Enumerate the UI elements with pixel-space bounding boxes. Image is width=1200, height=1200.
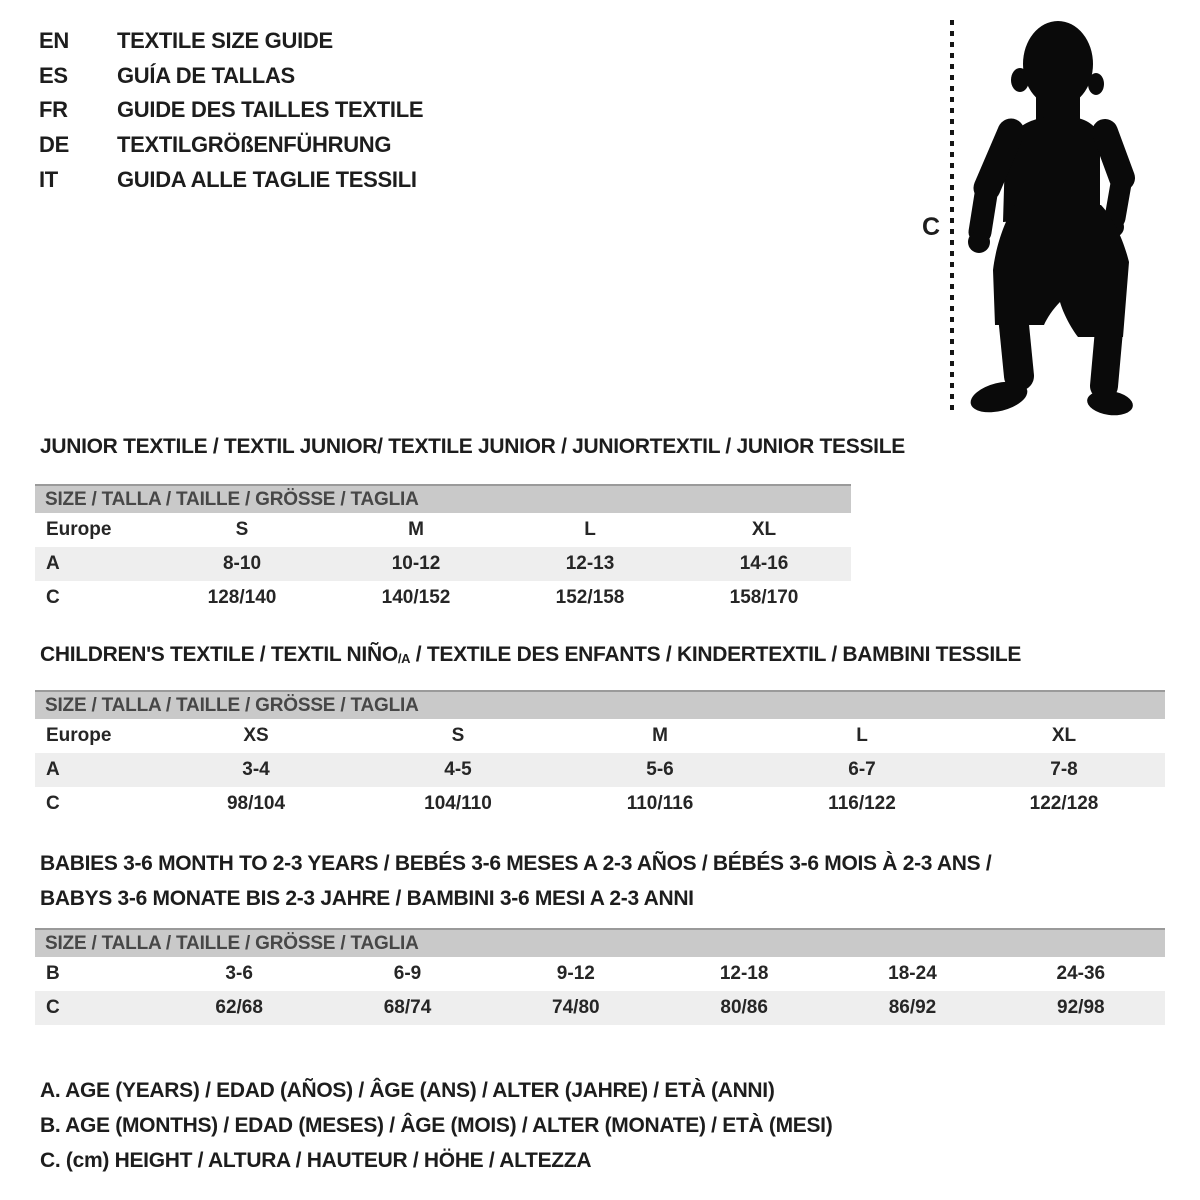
column-header: S bbox=[451, 725, 465, 746]
value-cell: 92/98 bbox=[1057, 997, 1105, 1018]
value-cell: 3-4 bbox=[242, 759, 270, 780]
value-cell: 158/170 bbox=[729, 587, 799, 608]
language-code: EN bbox=[39, 28, 69, 54]
junior-section-title: JUNIOR TEXTILE / TEXTIL JUNIOR/ TEXTILE JUNIOR / JUNIORTEXTIL / JUNIOR TESSILE bbox=[40, 435, 905, 458]
children-title-part2: / TEXTILE DES ENFANTS / KINDERTEXTIL / BAMBINI TESSILE bbox=[410, 643, 1022, 666]
column-header: M bbox=[408, 519, 424, 540]
language-list bbox=[39, 24, 423, 197]
language-code: ES bbox=[39, 62, 68, 88]
table-row bbox=[35, 753, 1165, 787]
legend-line-b: B. AGE (MONTHS) / EDAD (MESES) / ÂGE (MOIS) / ALTER (MONATE) / ETÀ (MESI) bbox=[40, 1114, 833, 1137]
language-row bbox=[39, 162, 423, 197]
children-size-table bbox=[35, 690, 1165, 821]
table-row-columns bbox=[35, 513, 851, 547]
column-header: XS bbox=[243, 725, 269, 746]
value-cell: 7-8 bbox=[1050, 759, 1078, 780]
column-header: S bbox=[235, 519, 249, 540]
column-header: L bbox=[584, 519, 596, 540]
language-title: TEXTILGRÖßENFÜHRUNG bbox=[117, 132, 392, 158]
language-title: GUIDE DES TAILLES TEXTILE bbox=[117, 97, 424, 123]
value-cell: 24-36 bbox=[1056, 963, 1106, 984]
value-cell: 3-6 bbox=[225, 963, 253, 984]
value-cell: 6-9 bbox=[393, 963, 422, 984]
children-title-part1: CHILDREN'S TEXTILE / TEXTIL NIÑO bbox=[40, 643, 398, 666]
children-title-sub: /A bbox=[397, 651, 411, 666]
table-row bbox=[35, 991, 1165, 1025]
value-cell: 128/140 bbox=[207, 587, 277, 608]
language-row bbox=[39, 24, 423, 59]
value-cell: 12-18 bbox=[719, 963, 769, 984]
value-cell: 14-16 bbox=[739, 553, 789, 574]
table-row bbox=[35, 581, 851, 615]
toddler-silhouette-icon bbox=[963, 20, 1135, 418]
value-cell: 8-10 bbox=[222, 553, 262, 574]
value-cell: 68/74 bbox=[383, 997, 432, 1018]
row-label: B bbox=[46, 963, 60, 984]
region-label: Europe bbox=[46, 725, 112, 746]
babies-size-table bbox=[35, 928, 1165, 1025]
value-cell: 12-13 bbox=[565, 553, 615, 574]
column-header: XL bbox=[1051, 725, 1077, 746]
language-code: DE bbox=[39, 132, 69, 158]
language-title: GUIDA ALLE TAGLIE TESSILI bbox=[117, 166, 417, 192]
value-cell: 5-6 bbox=[646, 759, 674, 780]
table-row-columns bbox=[35, 719, 1165, 753]
babies-title-line1: BABIES 3-6 MONTH TO 2-3 YEARS / BEBÉS 3-6 MESES A 2-3 AÑOS / BÉBÉS 3-6 MOIS À 2-3 ANS / bbox=[40, 852, 992, 875]
legend-line-a: A. AGE (YEARS) / EDAD (AÑOS) / ÂGE (ANS) / ALTER (JAHRE) / ETÀ (ANNI) bbox=[40, 1079, 775, 1102]
value-cell: 80/86 bbox=[720, 997, 768, 1018]
table-row bbox=[35, 957, 1165, 991]
value-cell: 9-12 bbox=[556, 963, 595, 984]
legend-line-c: C. (cm) HEIGHT / ALTURA / HAUTEUR / HÖHE / ALTEZZA bbox=[40, 1149, 592, 1172]
size-header-text: SIZE / TALLA / TAILLE / GRÖSSE / TAGLIA bbox=[45, 932, 419, 954]
children-section-title bbox=[40, 643, 1021, 667]
row-label: A bbox=[46, 759, 60, 780]
value-cell: 18-24 bbox=[888, 963, 937, 984]
language-title: GUÍA DE TALLAS bbox=[117, 62, 295, 88]
babies-title-line2: BABYS 3-6 MONATE BIS 2-3 JAHRE / BAMBINI 3-6 MESI A 2-3 ANNI bbox=[40, 887, 694, 910]
value-cell: 74/80 bbox=[552, 997, 600, 1018]
value-cell: 122/128 bbox=[1029, 793, 1099, 814]
value-cell: 98/104 bbox=[226, 793, 286, 814]
value-cell: 116/122 bbox=[828, 793, 896, 814]
value-cell: 104/110 bbox=[424, 793, 492, 814]
region-label: Europe bbox=[46, 519, 112, 540]
language-title: TEXTILE SIZE GUIDE bbox=[117, 28, 333, 54]
babies-section-title bbox=[40, 846, 991, 916]
language-row bbox=[39, 59, 423, 94]
measurement-legend bbox=[40, 1073, 832, 1178]
column-header: M bbox=[652, 725, 668, 746]
value-cell: 6-7 bbox=[848, 759, 876, 780]
language-code: FR bbox=[39, 97, 68, 123]
row-label: C bbox=[46, 997, 60, 1018]
table-row bbox=[35, 547, 851, 581]
size-header-bar bbox=[35, 928, 1165, 957]
height-measure-dashed-line bbox=[950, 20, 954, 416]
size-header-bar bbox=[35, 690, 1165, 719]
value-cell: 86/92 bbox=[888, 997, 937, 1018]
value-cell: 62/68 bbox=[215, 997, 263, 1018]
row-label: A bbox=[46, 553, 60, 574]
row-label: C bbox=[46, 587, 60, 608]
value-cell: 110/116 bbox=[626, 793, 694, 814]
column-header: XL bbox=[751, 519, 777, 540]
value-cell: 10-12 bbox=[391, 553, 441, 574]
row-label: C bbox=[46, 793, 60, 814]
language-row bbox=[39, 128, 423, 163]
value-cell: 140/152 bbox=[381, 587, 451, 608]
size-header-bar bbox=[35, 484, 851, 513]
column-header: L bbox=[856, 725, 868, 746]
height-measure-label: C bbox=[921, 213, 941, 241]
table-row bbox=[35, 787, 1165, 821]
language-row bbox=[39, 93, 423, 128]
size-header-text: SIZE / TALLA / TAILLE / GRÖSSE / TAGLIA bbox=[45, 488, 419, 510]
value-cell: 4-5 bbox=[444, 759, 472, 780]
value-cell: 152/158 bbox=[555, 587, 625, 608]
size-header-text: SIZE / TALLA / TAILLE / GRÖSSE / TAGLIA bbox=[45, 694, 419, 716]
language-code: IT bbox=[39, 166, 58, 192]
junior-size-table bbox=[35, 484, 851, 615]
